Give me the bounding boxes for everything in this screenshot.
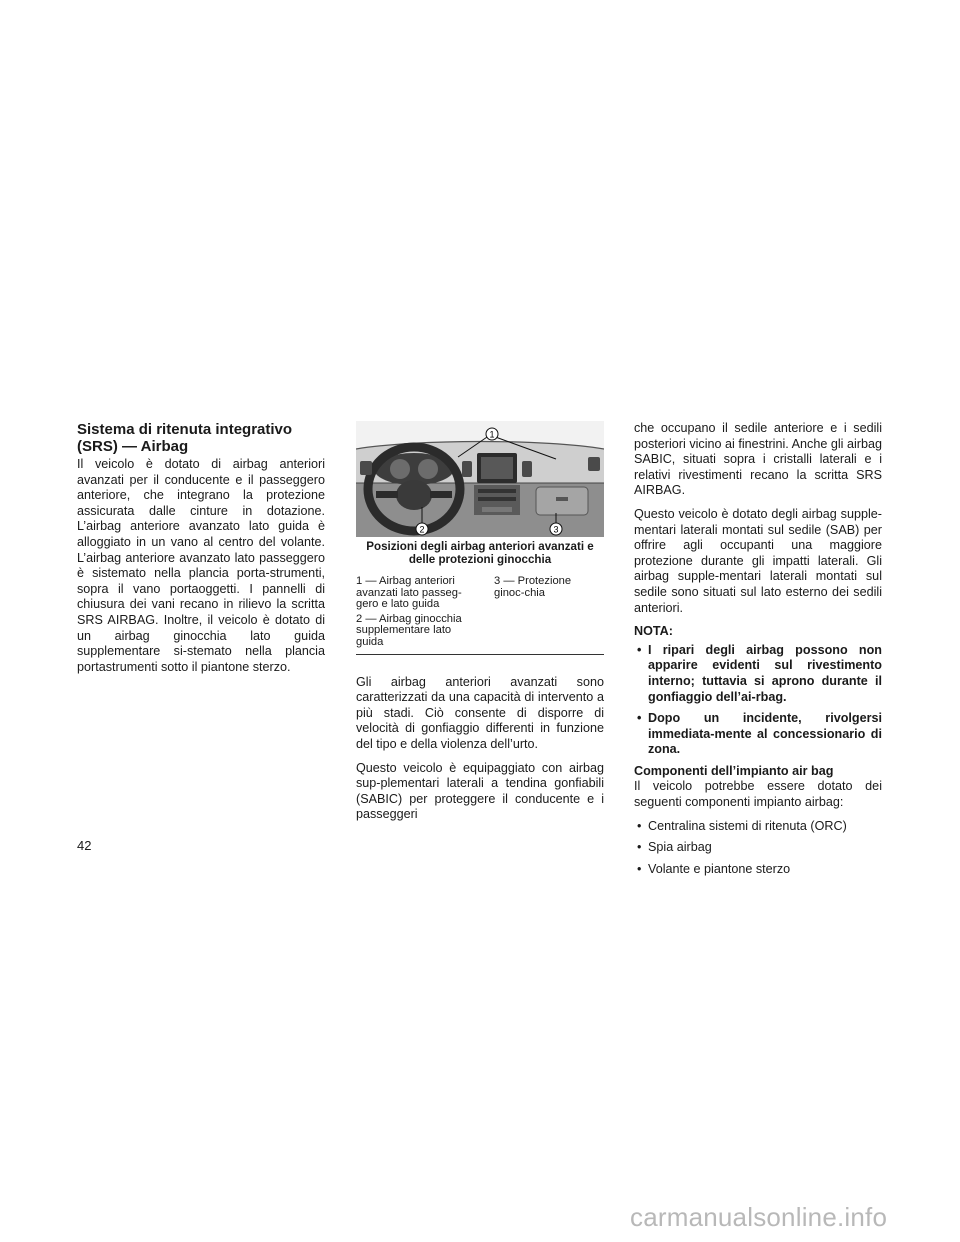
dashboard-illustration: [356, 421, 604, 537]
column-right: [634, 421, 882, 883]
column-left: [77, 421, 325, 683]
figure-legend: [356, 576, 604, 655]
svg-text:1: 1: [489, 429, 495, 440]
components-intro: Il veicolo potrebbe essere dotato dei seguenti componenti impianto airbag:: [634, 779, 882, 810]
nota-label: NOTA:: [634, 624, 673, 639]
component-item: • Spia airbag: [634, 840, 882, 856]
legend-item-3: 3 — Protezione ginoc-chia: [494, 575, 572, 599]
section-title: Sistema di ritenuta integrativo (SRS) — Airbag: [77, 421, 293, 455]
paragraph-multistage: Gli airbag anteriori avanzati sono caratterizzati da una capacità di intervento a più stadi. Ciò consente di disporre di velocità di gonfiaggio differenti in funzione del tipo e della violenza dell’urto.: [356, 674, 604, 751]
components-list: [634, 819, 882, 878]
nota-list: [634, 643, 882, 758]
component-item: • Volante e piantone sterzo: [634, 862, 882, 878]
dashboard-figure: [356, 421, 604, 537]
callout-3: [550, 523, 562, 535]
figure-caption: Posizioni degli airbag anteriori avanzati e delle protezioni ginocchia: [366, 540, 594, 566]
paragraph-sab: Questo veicolo è dotato degli airbag supple-mentari laterali montati sul sedile (SAB) per offrire agli occupanti una maggiore protezione durante gli impatti laterali. Gli airbag supple-mentari laterali montati sul sedile sono situati sul lato esterno dei sedili anteriori.: [634, 506, 882, 615]
callout-2: [416, 523, 428, 535]
svg-text:3: 3: [553, 524, 559, 535]
column-middle: [356, 421, 604, 831]
legend-column-right: [494, 576, 602, 652]
legend-column-left: [356, 576, 464, 652]
watermark: carmanualsonline.info: [630, 1202, 888, 1232]
svg-text:2: 2: [419, 524, 425, 535]
paragraph-continuation: che occupano il sedile anteriore e i sedili posteriori vicino ai finestrini. Anche gli airbag SABIC, situati sopra i cristalli laterali e i relativi rivestimenti recano la scritta SRS AIRBAG.: [634, 421, 882, 498]
components-title: Componenti dell’impianto air bag: [634, 763, 834, 778]
legend-item-2: 2 — Airbag ginocchia supplementare lato guida: [356, 612, 462, 648]
legend-item-1: 1 — Airbag anteriori avanzati lato passeg-gero e lato guida: [356, 575, 462, 611]
intro-paragraph: Il veicolo è dotato di airbag anteriori avanzati per il conducente e il passeggero anteriore, che integrano la protezione assicurata dalle cinture in dotazione. L’airbag anteriore avanzato lato guida è alloggiato in un vano al centro del volante. L’airbag anteriore avanzato lato passeggero è sistemato nella plancia porta-strumenti, sopra il vano portaoggetti. I pannelli di chiusura dei vani recano in rilievo la scritta SRS AIRBAG. Inoltre, il veicolo è dotato di un airbag ginocchia lato guida supplementare si-stemato nella plancia portastrumenti sotto il piantone sterzo.: [77, 457, 325, 674]
nota-item: • I ripari degli airbag possono non apparire evidenti sul rivestimento interno; tuttavia si aprono durante il gonfiaggio dell’ai-rbag.: [634, 643, 882, 705]
nota-item: • Dopo un incidente, rivolgersi immediata-mente al concessionario di zona.: [634, 711, 882, 758]
component-item: • Centralina sistemi di ritenuta (ORC): [634, 819, 882, 835]
callout-1: [486, 428, 498, 440]
paragraph-sabic: Questo veicolo è equipaggiato con airbag sup-plementari laterali a tendina gonfiabili (SABIC) per proteggere il conducente e i passeggeri: [356, 760, 604, 822]
page-number: 42: [77, 838, 92, 853]
